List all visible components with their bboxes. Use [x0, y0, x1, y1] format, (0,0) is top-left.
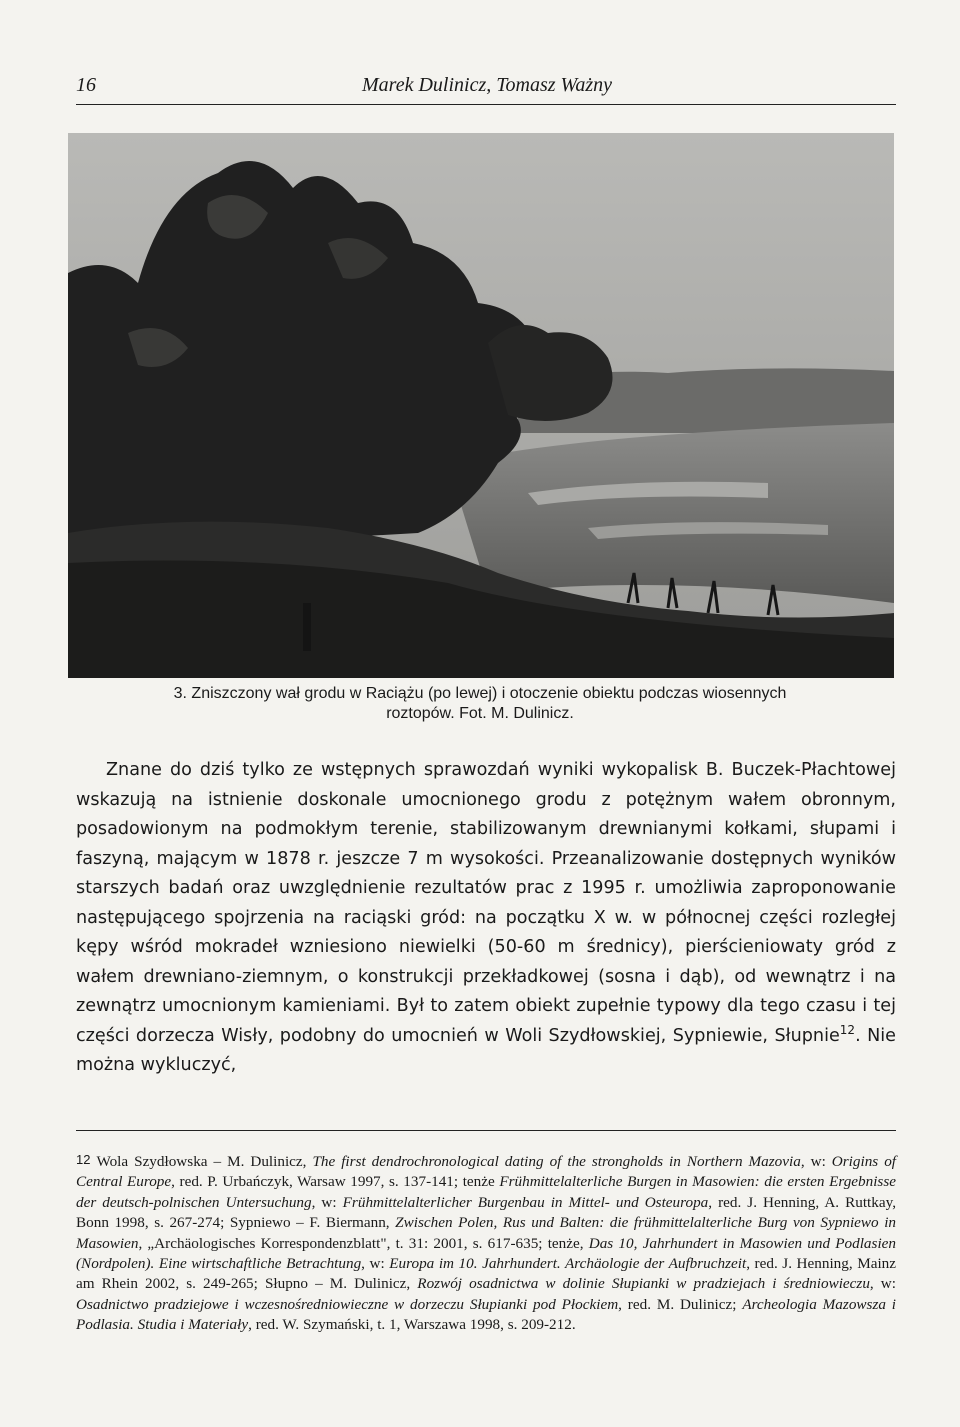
fn-title: Rozwój osadnictwa w dolinie Słupianki w pradziejach i średniowieczu — [417, 1275, 870, 1293]
fn-seg: , w: — [311, 1193, 343, 1211]
footnote-divider — [76, 1130, 896, 1131]
running-head-authors: Marek Dulinicz, Tomasz Ważny — [362, 74, 613, 96]
fn-title: Origins of Central Europe — [76, 1153, 897, 1191]
page-number: 16 — [76, 74, 96, 96]
fn-title: Osadnictwo pradziejowe i wczesnośredniowieczne w dorzeczu Słupianki pod Płockiem — [76, 1295, 619, 1313]
fn-seg: Wola Szydłowska – M. Dulinicz, — [96, 1153, 313, 1170]
paragraph-tail-text: . Nie można wykluczyć, — [76, 1025, 896, 1075]
fn-title: Frühmittelalterlicher Burgenbau in Mittel- und Osteuropa — [342, 1193, 709, 1211]
footnote-number: 12 — [76, 1152, 91, 1167]
fn-seg: , red. J. Henning, Mainz am Rhein 2002, s. 249-265; Słupno – M. Dulinicz, — [76, 1255, 897, 1293]
footnote-12 — [76, 1150, 896, 1336]
fn-seg: , red. J. Henning, A. Ruttkay, Bonn 1998, s. 267-274; Sypniewo – F. Biermann, — [76, 1193, 897, 1232]
fn-seg: , red. W. Szymański, t. 1, Warszawa 1998, s. 209-212. — [248, 1316, 576, 1334]
footnote-reference[interactable]: 12 — [839, 1022, 856, 1037]
fn-seg: , red. M. Dulinicz; — [618, 1295, 743, 1313]
fn-title: Frühmittelalterliche Burgen in Masowien: die ersten Ergebnisse der deutsch-polnischen Untersuchung — [76, 1173, 896, 1211]
fn-seg: , „Archäologisches Korrespondenzblatt", t. 31: 2001, s. 617-635; tenże, — [138, 1234, 589, 1252]
photo-illustration — [68, 133, 894, 678]
body-text — [76, 756, 896, 1081]
figure-caption — [100, 684, 860, 724]
fn-seg: , w: — [361, 1255, 390, 1273]
running-header — [76, 70, 896, 105]
fn-seg: , w: — [869, 1275, 896, 1293]
landscape-photograph — [68, 133, 894, 678]
fn-title: The first dendrochronological dating of the strongholds in Northern Mazovia — [312, 1153, 801, 1170]
fn-title: Das 10, Jahrhundert in Masowien und Podlasien (Nordpolen). Eine wirtschaftliche Betrachtung — [76, 1234, 896, 1273]
fn-title: Zwischen Polen, Rus und Balten: die frühmittelalterliche Burg von Sypniewo in Masowien — [76, 1214, 897, 1252]
caption-line-1: 3. Zniszczony wał grodu w Raciążu (po lewej) i otoczenie obiektu podczas wiosennych — [173, 685, 787, 702]
fn-title: Archeologia Mazowsza i Podlasia. Studia i Materiały — [76, 1295, 897, 1334]
caption-line-2: roztopów. Fot. M. Dulinicz. — [386, 705, 574, 722]
fn-seg: , w: — [800, 1153, 832, 1170]
fn-title: Europa im 10. Jahrhundert. Archäologie der Aufbruchzeit — [389, 1255, 747, 1273]
paragraph-main-text: Znane do dziś tylko ze wstępnych sprawozdań wyniki wykopalisk B. Buczek-Płachtowej wskazują na istnienie doskonale umocnionego grodu z potężnym wałem obronnym, posadowionym na podmokłym terenie, stabilizowanym drewnianymi kołkami, słupami i faszyną, mającym w 1878 r. jeszcze 7 m wysokości. Przeanalizowanie dostępnych wyników starszych badań oraz uwzględnienie rezultatów prac z 1995 r. umożliwia zaproponowanie następującego spojrzenia na raciąski gród: na początku X w. w północnej części rozległej kępy wśród mokradeł wzniesiono niewielki (50-60 m średnicy), pierścieniowaty gród z wałem drewniano-ziemnym, o konstrukcji przekładkowej (sosna i dąb), od wewnątrz i na zewnątrz umocnionym kamieniami. Był to zatem obiekt zupełnie typowy dla tego czasu i tej części dorzecza Wisły, podobny do umocnień w Woli Szydłowskiej, Sypniewie, Słupnie — [76, 760, 896, 1046]
fn-seg: , red. P. Urbańczyk, Warsaw 1997, s. 137-141; tenże — [171, 1173, 500, 1191]
body-paragraph — [76, 756, 896, 1081]
